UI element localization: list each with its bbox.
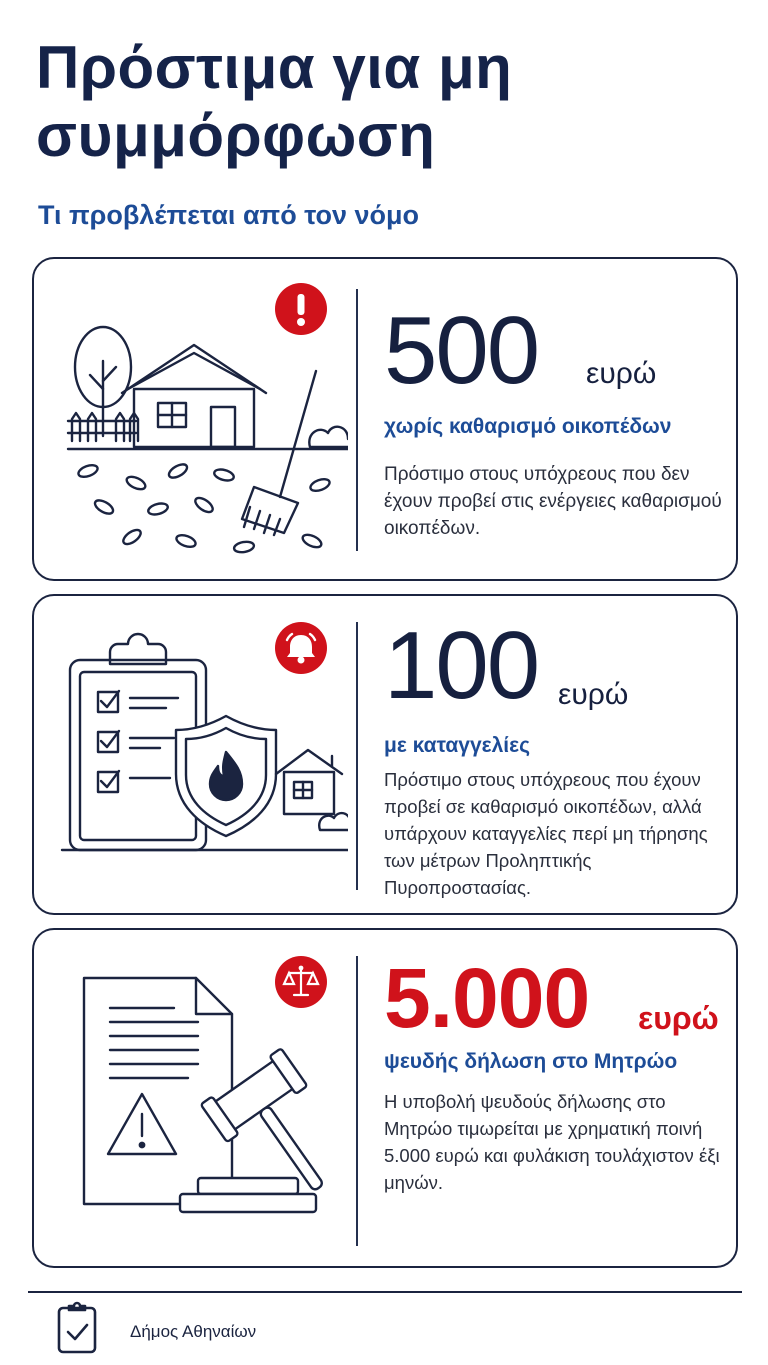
fine-unit: ευρώ bbox=[586, 357, 657, 390]
card-divider bbox=[356, 956, 358, 1246]
fine-description: Πρόστιμο στους υπόχρεους που δεν έχουν προβεί στις ενέργειες καθαρισμού οικοπέδων. bbox=[384, 464, 722, 539]
scales-icon bbox=[275, 956, 327, 1008]
exclamation-icon bbox=[275, 283, 327, 335]
card-divider bbox=[356, 289, 358, 551]
footer-divider bbox=[28, 1291, 742, 1293]
fine-headline: με καταγγελίες bbox=[384, 734, 530, 757]
fine-headline: ψευδής δήλωση στο Μητρώο bbox=[384, 1050, 678, 1073]
fine-card-complaints bbox=[32, 594, 738, 915]
fine-amount: 100 bbox=[384, 612, 539, 719]
clipboard-check-icon bbox=[56, 1300, 98, 1356]
fine-unit: ευρώ bbox=[638, 1000, 719, 1036]
card-divider bbox=[356, 622, 358, 890]
fine-card-false-declaration bbox=[32, 928, 738, 1268]
fine-description: Η υποβολή ψευδούς δήλωσης στο Μητρώο τιμωρείται με χρηματική ποινή 5.000 ευρώ και φυλάκιση τουλάχιστον έξι μηνών. bbox=[384, 1091, 720, 1193]
footer-municipality: Δήμος Αθηναίων bbox=[130, 1322, 257, 1341]
page-subtitle: Τι προβλέπεται από τον νόμο bbox=[38, 200, 420, 230]
fine-description: Πρόστιμο στους υπόχρεους που έχουν προβεί σε καθαρισμό οικοπέδων, αλλά υπάρχουν καταγγελίες περί μη τήρησης των μέτρων Προληπτικής Πυροπροστασίας. bbox=[384, 769, 708, 898]
fine-headline: χωρίς καθαρισμό οικοπέδων bbox=[384, 415, 672, 438]
fine-card-cleaning bbox=[32, 257, 738, 581]
bell-icon bbox=[275, 622, 327, 674]
page-title: Πρόστιμα για μη συμμόρφωση bbox=[36, 34, 513, 169]
fine-amount: 5.000 bbox=[384, 951, 590, 1045]
fine-unit: ευρώ bbox=[558, 678, 629, 711]
fine-amount: 500 bbox=[384, 297, 539, 404]
